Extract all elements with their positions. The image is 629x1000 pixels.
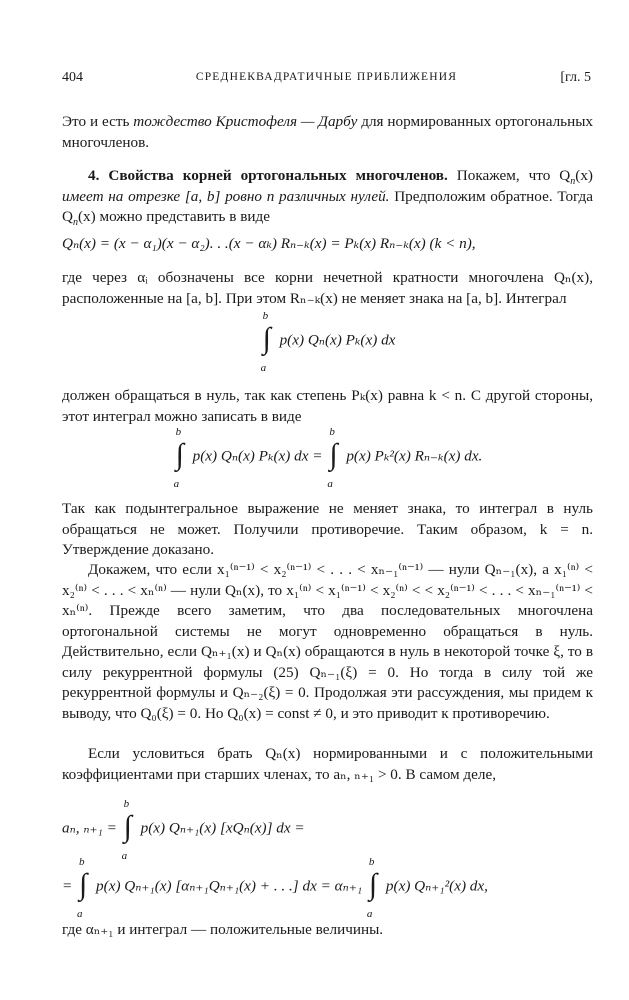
integral-sign: b ∫ a [173, 426, 184, 490]
section-4: 4. Свойства корней ортогональных многочленов. Покажем, что $Q_n(x)$ имеет на отрезке [a, b] ровно n различных нулей. Предположим обратное. Тогда $Q_n(x)$ можно представить в виде [62, 167, 593, 229]
paragraph-roots: где через αᵢ обозначены все корни нечетной кратности многочлена Qₙ(x), расположенные на [a, b]. При этом Rₙ₋ₖ(x) не меняет знака на [a, b]. Интеграл [62, 269, 593, 307]
equation-expansion: = b ∫ a p(x) Qₙ₊₁(x) [αₙ₊₁Qₙ₊₁(x) + . . .] dx = αₙ₊₁ b ∫ a p(x) Qₙ₊₁²(x) dx, [62, 856, 488, 920]
paragraph-conclusion: где αₙ₊₁ и интеграл — положительные величины. [62, 921, 384, 938]
integral-sign: b ∫ a [327, 426, 338, 490]
integral-sign: b ∫ a [77, 856, 88, 920]
equation-integral-2: b ∫ a p(x) Qₙ(x) Pₖ(x) dx = b ∫ a p(x) Pₖ²(x) Rₙ₋ₖ(x) dx. [173, 426, 483, 490]
running-header [62, 70, 591, 92]
paragraph-interlacing: Докажем, что если x₁⁽ⁿ⁻¹⁾ < x₂⁽ⁿ⁻¹⁾ < . . . < xₙ₋₁⁽ⁿ⁻¹⁾ — нули Qₙ₋₁(x), а x₁⁽ⁿ⁾ < x₂⁽ⁿ⁾ < . . . < xₙ⁽ⁿ⁾ — нули Qₙ(x), то x₁⁽ⁿ⁾ < x₁⁽ⁿ⁻¹⁾ < x₂⁽ⁿ⁾ < < x₂⁽ⁿ⁻¹⁾ < . . . < xₙ₋₁⁽ⁿ⁻¹⁾ < xₙ⁽ⁿ⁾. Прежде всего заметим, что два последовательных многочлена ортогональной системы не могут одновременно обращаться в нуль. Действительно, если Qₙ₊₁(x) и Qₙ(x) обращаются в нуль в некоторой точке ξ, то в силу рекуррентной формулы (25) Qₙ₋₁(ξ) = 0. Но тогда в силу той же рекуррентной формулы и Qₙ₋₂(ξ) = 0. Продолжая эти рассуждения, мы придем к выводу, что Q₀(ξ) = 0. Но Q₀(x) = const ≠ 0, и это приводит к противоречию. [62, 561, 593, 722]
equation-a-coefficient: aₙ, ₙ₊₁ = b ∫ a p(x) Qₙ₊₁(x) [xQₙ(x)] dx = [62, 798, 305, 862]
integral-sign: b ∫ a [121, 798, 132, 862]
paragraph-positive-coeff: Если условиться брать Qₙ(x) нормированными и с положительными коэффициентами при старших членах, то aₙ, ₙ₊₁ > 0. В самом деле, [62, 745, 593, 783]
chapter-marker: [гл. 5 [560, 70, 591, 85]
page-number: 404 [62, 70, 83, 85]
paragraph-christoffel: Это и есть тождество Кристофеля — Дарбу для нормированных ортогональных многочленов. [62, 113, 593, 151]
section-heading: 4. Свойства корней ортогональных многочленов. [88, 167, 448, 184]
paragraph-contradiction: Так как подынтегральное выражение не меняет знака, то интеграл в нуль обращаться не может. Получили противоречие. Таким образом, k = n. Утверждение доказано. [62, 500, 593, 558]
integral-sign: b ∫ a [260, 310, 271, 374]
equation-factorization: Qₙ(x) = (x − α₁)(x − α₂). . .(x − αₖ) Rₙ₋ₖ(x) = Pₖ(x) Rₙ₋ₖ(x) (k < n), [62, 235, 476, 252]
integral-sign: b ∫ a [366, 856, 378, 920]
running-title: СРЕДНЕКВАДРАТИЧНЫЕ ПРИБЛИЖЕНИЯ [195, 71, 458, 83]
paragraph-degree: должен обращаться в нуль, так как степень Pₖ(x) равна k < n. С другой стороны, этот интеграл можно записать в виде [62, 387, 593, 425]
equation-integral-1: b ∫ a p(x) Qₙ(x) Pₖ(x) dx [260, 310, 396, 374]
